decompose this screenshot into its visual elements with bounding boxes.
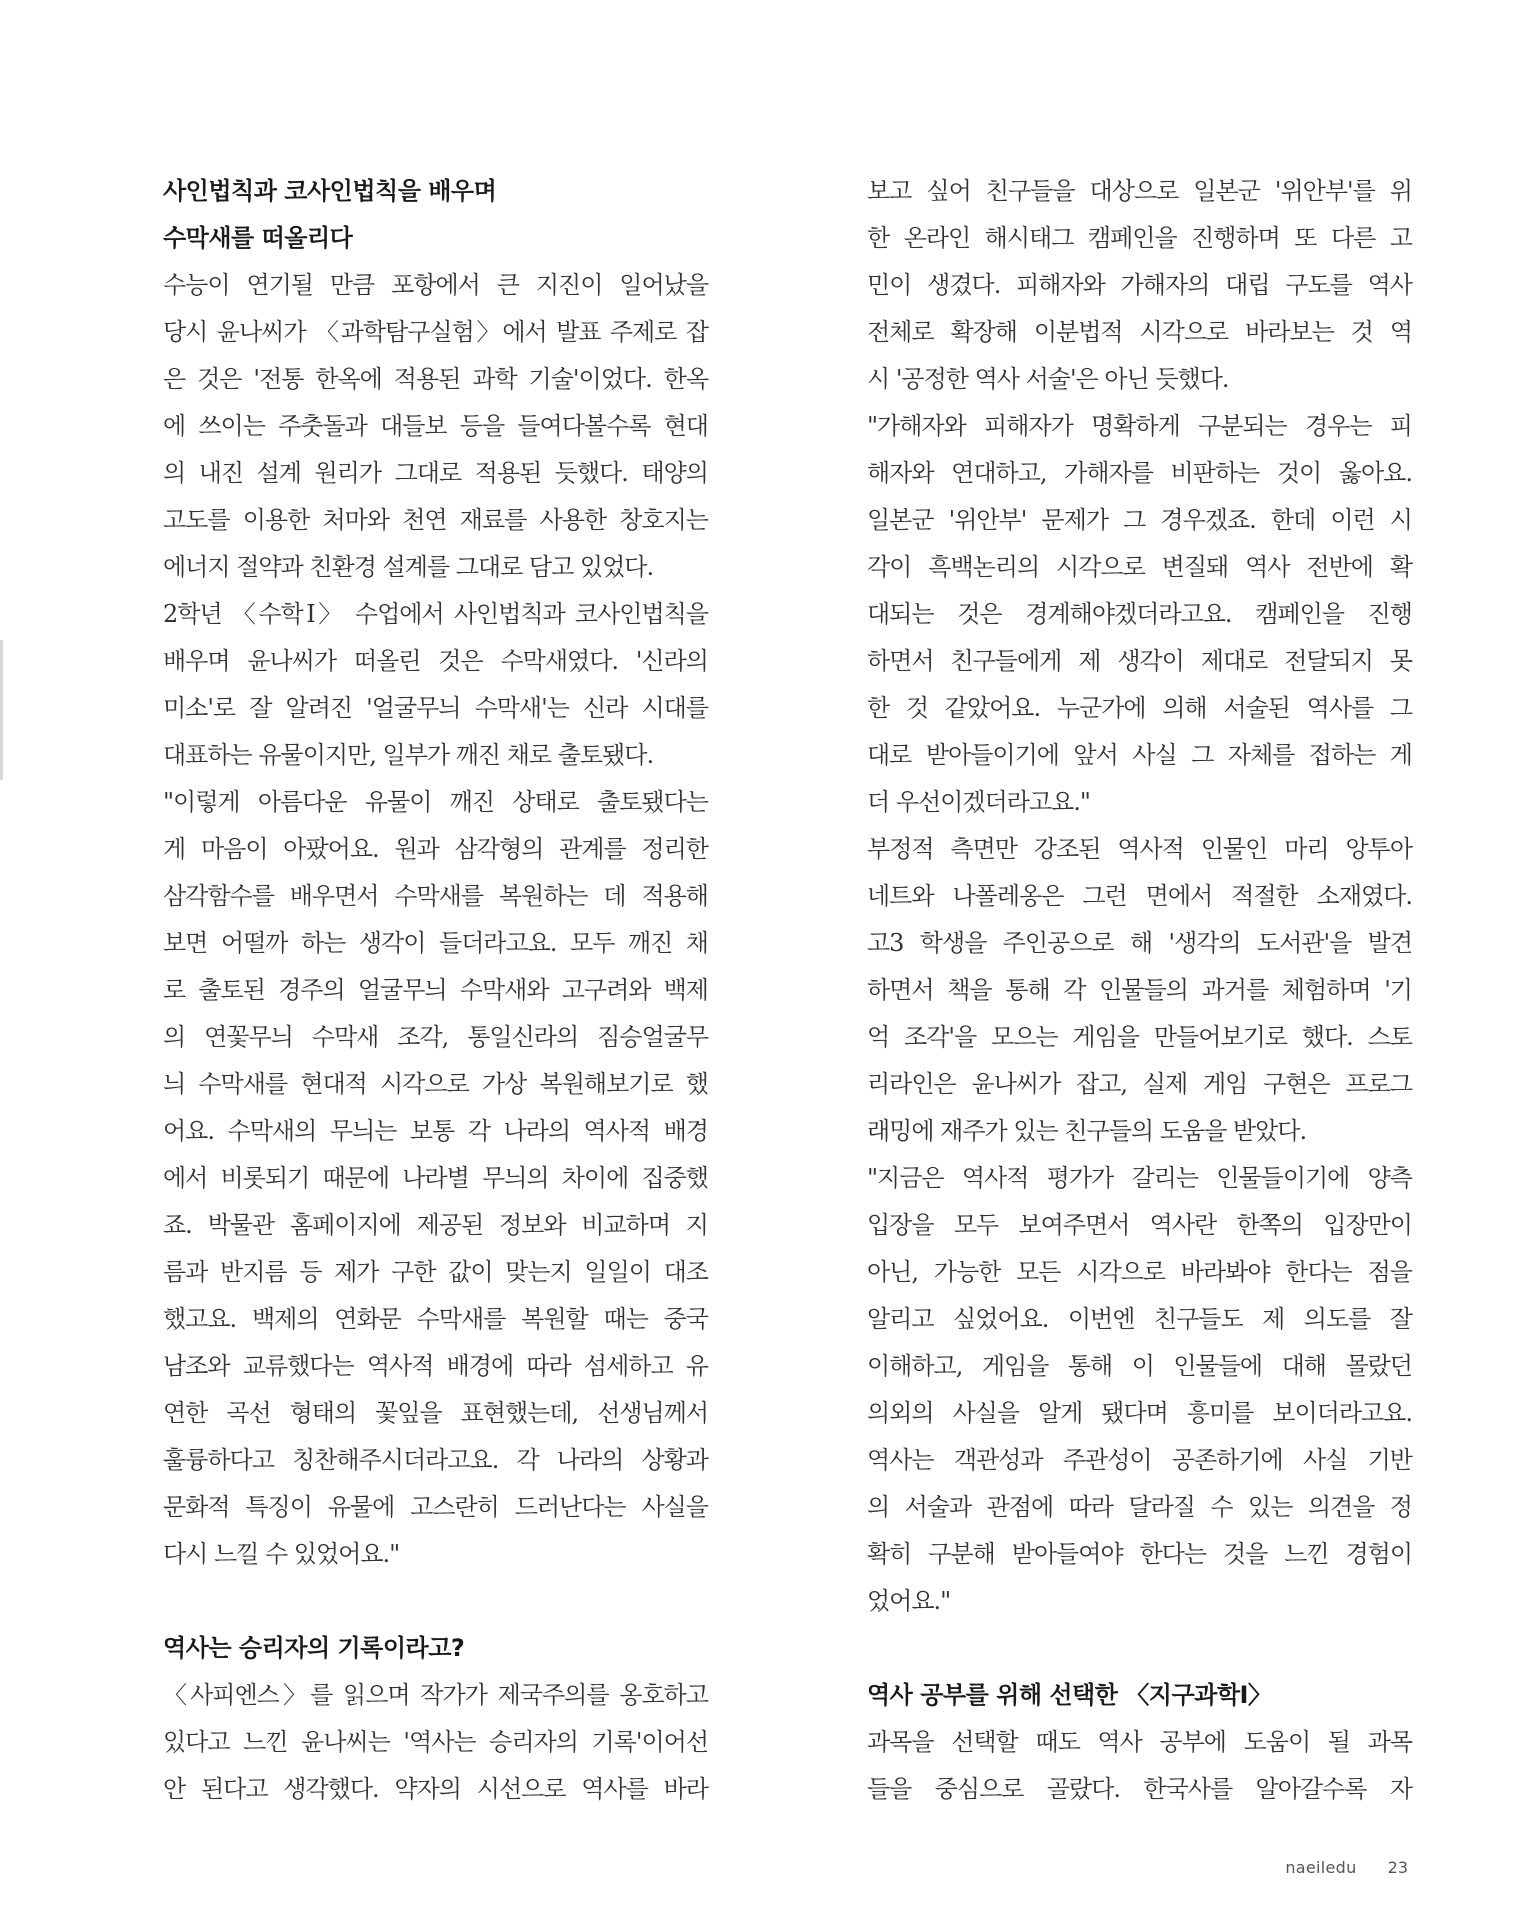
text-line: 하면서 책을 통해 각 인물들의 과거를 체험하며 '기	[867, 976, 1412, 1004]
text-line: 민이 생겼다. 피해자와 가해자의 대립 구도를 역사	[867, 271, 1412, 299]
text-line: 하면서 친구들에게 제 생각이 제대로 전달되지 못	[867, 647, 1412, 675]
text-line: 당시 윤나씨가 〈과학탐구실험〉에서 발표 주제로 잡	[163, 318, 708, 346]
text-line: 알리고 싶었어요. 이번엔 친구들도 제 의도를 잘	[867, 1305, 1412, 1333]
page-edge-mark	[0, 640, 3, 780]
body-text-sapiens	[163, 1672, 708, 1813]
text-line: 었어요."	[867, 1587, 951, 1615]
text-line: "이렇게 아름다운 유물이 깨진 상태로 출토됐다는	[163, 788, 708, 816]
text-line: 네트와 나폴레옹은 그런 면에서 적절한 소재였다.	[867, 882, 1412, 910]
text-line: 입장을 모두 보여주면서 역사란 한쪽의 입장만이	[867, 1211, 1412, 1239]
text-line: 있다고 느낀 윤나씨는 '역사는 승리자의 기록'이어선	[163, 1728, 708, 1756]
text-line: 전체로 확장해 이분법적 시각으로 바라보는 것 역	[867, 318, 1412, 346]
text-line: 억 조각'을 모으는 게임을 만들어보기로 했다. 스토	[867, 1023, 1412, 1051]
text-line: 더 우선이겠더라고요."	[867, 788, 1090, 816]
text-line: 수능이 연기될 만큼 포항에서 큰 지진이 일어났을	[163, 271, 708, 299]
text-line: 대표하는 유물이지만, 일부가 깨진 채로 출토됐다.	[163, 741, 654, 769]
page-number: 23	[1387, 1858, 1408, 1877]
text-line: 연한 곡선 형태의 꽃잎을 표현했는데, 선생님께서	[163, 1399, 708, 1427]
page-footer	[1285, 1858, 1408, 1877]
text-line: 남조와 교류했다는 역사적 배경에 따라 섬세하고 유	[163, 1352, 708, 1380]
text-line: 해자와 연대하고, 가해자를 비판하는 것이 옳아요.	[867, 459, 1412, 487]
section-spacer	[867, 1625, 1412, 1672]
text-line: 리라인은 윤나씨가 잡고, 실제 게임 구현은 프로그	[867, 1070, 1412, 1098]
text-line: 보고 싶어 친구들을 대상으로 일본군 '위안부'를 위	[867, 177, 1412, 205]
text-line: 의 서술과 관점에 따라 달라질 수 있는 의견을 정	[867, 1493, 1412, 1521]
section-heading-sine-law-line2: 수막새를 떠올리다	[163, 224, 353, 252]
text-line: 에서 비롯되기 때문에 나라별 무늬의 차이에 집중했	[163, 1164, 708, 1192]
text-line: 과목을 선택할 때도 역사 공부에 도움이 될 과목	[867, 1728, 1412, 1756]
text-line: 름과 반지름 등 제가 구한 값이 맞는지 일일이 대조	[163, 1258, 708, 1286]
text-line: 에너지 절약과 친환경 설계를 그대로 담고 있었다.	[163, 553, 654, 581]
text-line: 다시 느낄 수 있었어요."	[163, 1540, 400, 1568]
text-line: 한 온라인 해시태그 캠페인을 진행하며 또 다른 고	[867, 224, 1412, 252]
text-line: 아닌, 가능한 모든 시각으로 바라봐야 한다는 점을	[867, 1258, 1412, 1286]
text-line: 일본군 '위안부' 문제가 그 경우겠죠. 한데 이런 시	[867, 506, 1412, 534]
text-line: 죠. 박물관 홈페이지에 제공된 정보와 비교하며 지	[163, 1211, 708, 1239]
text-line: 보면 어떨까 하는 생각이 들더라고요. 모두 깨진 채	[163, 929, 708, 957]
text-line: 역사는 객관성과 주관성이 공존하기에 사실 기반	[867, 1446, 1412, 1474]
right-column	[867, 168, 1412, 1813]
text-line: 문화적 특징이 유물에 고스란히 드러난다는 사실을	[163, 1493, 708, 1521]
text-line: 배우며 윤나씨가 떠올린 것은 수막새였다. '신라의	[163, 647, 708, 675]
left-column	[163, 168, 708, 1813]
text-line: 게 마음이 아팠어요. 원과 삼각형의 관계를 정리한	[163, 835, 708, 863]
text-line: 삼각함수를 배우면서 수막새를 복원하는 데 적용해	[163, 882, 708, 910]
section-heading-sine-law-line1: 사인법칙과 코사인법칙을 배우며	[163, 177, 497, 205]
text-line: 의 연꽃무늬 수막새 조각, 통일신라의 짐승얼굴무	[163, 1023, 708, 1051]
body-text-course-selection	[867, 1719, 1412, 1813]
body-text-campaign	[867, 168, 1412, 1625]
body-text-sumaksae	[163, 262, 708, 1578]
footer-brand: naeiledu	[1285, 1858, 1357, 1877]
text-line: 고3 학생을 주인공으로 해 '생각의 도서관'을 발견	[867, 929, 1412, 957]
text-line: 〈사피엔스〉를 읽으며 작가가 제국주의를 옹호하고	[163, 1681, 708, 1709]
section-spacer	[163, 1578, 708, 1625]
text-line: "지금은 역사적 평가가 갈리는 인물들이기에 양측	[867, 1164, 1412, 1192]
text-line: 고도를 이용한 처마와 천연 재료를 사용한 창호지는	[163, 506, 708, 534]
text-line: 각이 흑백논리의 시각으로 변질돼 역사 전반에 확	[867, 553, 1412, 581]
text-line: 늬 수막새를 현대적 시각으로 가상 복원해보기로 했	[163, 1070, 708, 1098]
section-heading-earth-science: 역사 공부를 위해 선택한 〈지구과학Ⅰ〉	[867, 1681, 1272, 1709]
text-line: 들을 중심으로 골랐다. 한국사를 알아갈수록 자	[867, 1775, 1412, 1803]
section-heading-history-victors: 역사는 승리자의 기록이라고?	[163, 1634, 465, 1662]
text-line: 미소'로 잘 알려진 '얼굴무늬 수막새'는 신라 시대를	[163, 694, 708, 722]
text-line: 의 내진 설계 원리가 그대로 적용된 듯했다. 태양의	[163, 459, 708, 487]
text-line: 확히 구분해 받아들여야 한다는 것을 느낀 경험이	[867, 1540, 1412, 1568]
text-line: 은 것은 '전통 한옥에 적용된 과학 기술'이었다. 한옥	[163, 365, 708, 393]
text-line: 2학년 〈수학Ⅰ〉 수업에서 사인법칙과 코사인법칙을	[163, 600, 708, 628]
text-line: 의외의 사실을 알게 됐다며 흥미를 보이더라고요.	[867, 1399, 1412, 1427]
text-line: 부정적 측면만 강조된 역사적 인물인 마리 앙투아	[867, 835, 1412, 863]
text-line: "가해자와 피해자가 명확하게 구분되는 경우는 피	[867, 412, 1412, 440]
text-line: 시 '공정한 역사 서술'은 아닌 듯했다.	[867, 365, 1229, 393]
text-line: 훌륭하다고 칭찬해주시더라고요. 각 나라의 상황과	[163, 1446, 708, 1474]
text-line: 에 쓰이는 주춧돌과 대들보 등을 들여다볼수록 현대	[163, 412, 708, 440]
text-line: 로 출토된 경주의 얼굴무늬 수막새와 고구려와 백제	[163, 976, 708, 1004]
text-line: 어요. 수막새의 무늬는 보통 각 나라의 역사적 배경	[163, 1117, 708, 1145]
text-line: 래밍에 재주가 있는 친구들의 도움을 받았다.	[867, 1117, 1307, 1145]
text-line: 안 된다고 생각했다. 약자의 시선으로 역사를 바라	[163, 1775, 708, 1803]
text-line: 대로 받아들이기에 앞서 사실 그 자체를 접하는 게	[867, 741, 1412, 769]
text-line: 대되는 것은 경계해야겠더라고요. 캠페인을 진행	[867, 600, 1412, 628]
text-line: 했고요. 백제의 연화문 수막새를 복원할 때는 중국	[163, 1305, 708, 1333]
text-line: 이해하고, 게임을 통해 이 인물들에 대해 몰랐던	[867, 1352, 1412, 1380]
text-line: 한 것 같았어요. 누군가에 의해 서술된 역사를 그	[867, 694, 1412, 722]
